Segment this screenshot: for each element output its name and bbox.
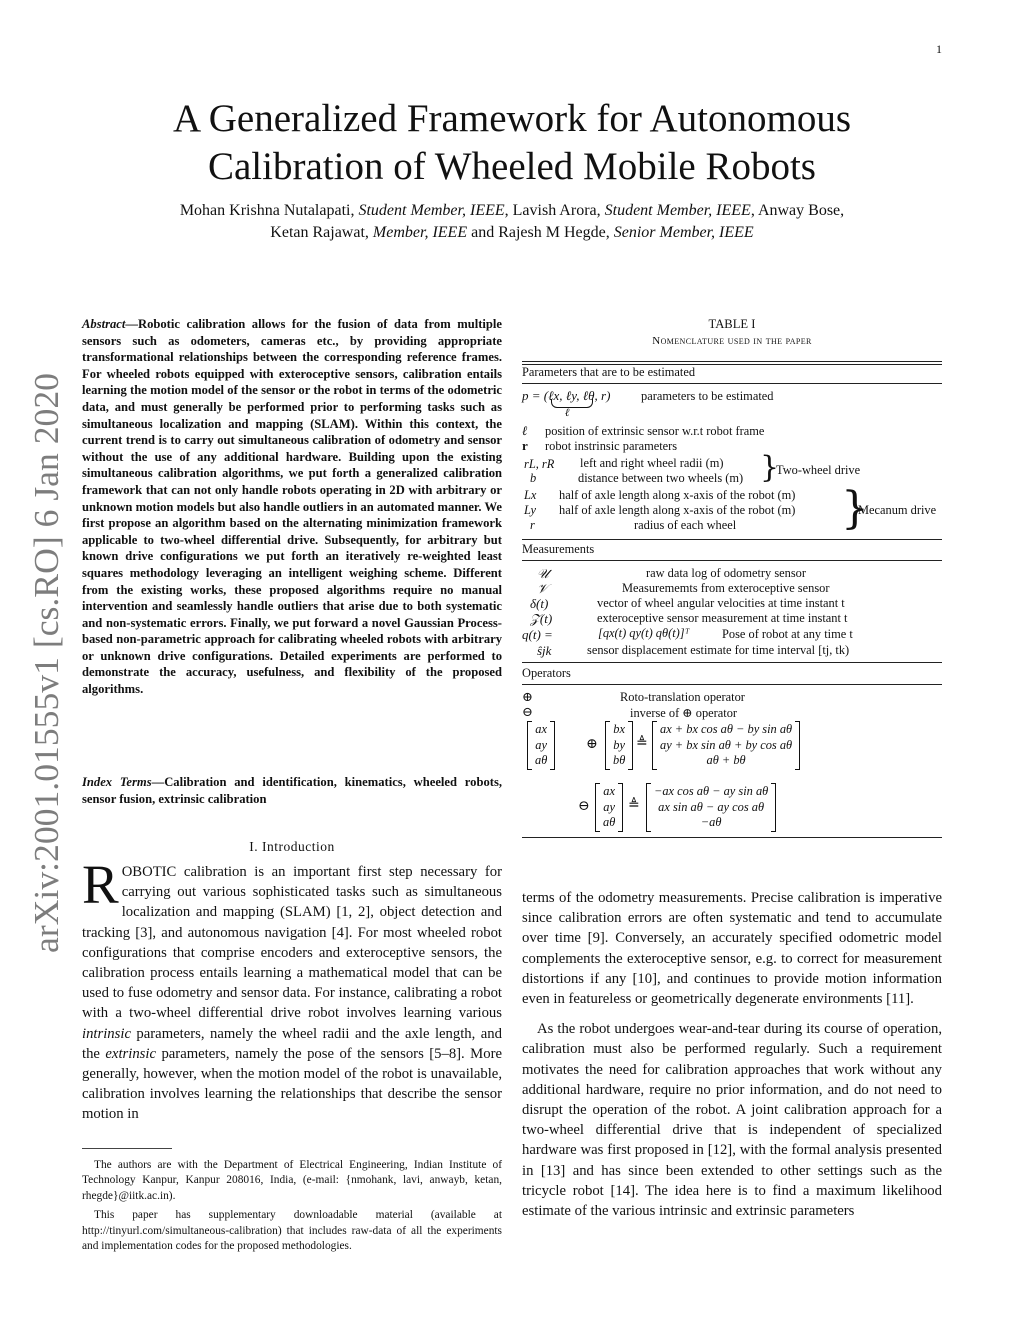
footnotes [82,1158,502,1258]
author-name: Anway Bose, [757,202,845,219]
symbol-ly: Ly [524,503,537,517]
arxiv-stamp-text: arXiv:2001.01555v1 [cs.RO] 6 Jan 2020 [27,383,66,953]
author-name: Mohan Krishna Nutalapati, [179,202,355,219]
operator-oplus: ⊕ [586,737,598,752]
paper-title [0,95,1024,191]
intro-extrinsic: extrinsic [105,1045,156,1062]
dropcap: R [82,854,119,915]
desc-r: robot instrinsic parameters [545,439,678,453]
arxiv-stamp [14,368,72,958]
body-text-right [522,888,942,1231]
desc-ly: half of axle length along x-axis of the robot (m) [559,503,796,517]
author-role: Student Member, IEEE [604,202,751,219]
intro-text-a: calibration is an important first step necessary for carrying out various sophisticated tasks such as simultaneous localization and mapping (SLAM) [1, 2], object detection and tracking [3], and autonomous navigation [4]. For most wheeled robot configurations that comprise encoders and exteroceptive sensors, the calibration process entails learning a mathematical model that can be used to fuse odometry and sensor data. For instance, calibrating a robot with a two-wheel differential drive robot involves learning various [82,864,502,1022]
underbrace [551,399,593,408]
table-label: TABLE I [708,317,756,331]
brace-two-wheel: } [760,450,780,485]
table-caption-text: Nomenclature used in the paper [652,334,812,347]
desc-delta: vector of wheel angular velocities at time instant t [597,596,845,610]
symbol-rr: r [530,518,535,532]
abstract-label: Abstract [82,317,126,331]
author-role: Senior Member, IEEE [613,224,754,241]
author-name: Lavish Arora, [512,202,601,219]
body-paragraph: As the robot undergoes wear-and-tear during its course of operation, calibration must also be performed regularly. Such a requirement motivates the need for calibration approaches that work without any additional hardware, require no prior information, and do not need to disrupt the operation of the robot. A joint calibration approach for a two-wheel differential drive that is independent of specialized hardware was first proposed in [12], with the formal analysis presented in [13] and has since been extended to other settings such as the tricycle robot [14]. The idea here is to find a maximum likelihood estimate of the various intrinsic and extrinsic parameters [522,1021,942,1220]
symbol-r: r [522,438,528,453]
introduction-text [82,854,502,1125]
author-list [90,200,934,244]
desc-ell: position of extrinsic sensor w.r.t robot frame [545,424,765,438]
desc-q: Pose of robot at any time t [722,627,853,641]
symbol-b: b [530,471,537,485]
section-operators: Operators [522,666,571,680]
matrix-entry: ax [535,722,547,736]
matrix-a [595,783,623,832]
q-vector: [qx(t) qy(t) qθ(t)]ᵀ [598,626,690,640]
symbol-p: p = (ℓx, ℓy, ℓθ, r) [522,388,611,403]
operator-ominus: ⊖ [578,799,590,814]
matrix-entry: ay + bx sin aθ + by cos aθ [660,737,793,752]
desc-p: parameters to be estimated [641,389,774,403]
abstract [82,316,502,698]
desc-rlr: left and right wheel radii (m) [580,456,724,470]
section-measurements: Measurements [522,542,595,556]
symbol-q: q(t) = [522,627,553,642]
intro-paragraph [82,854,502,1125]
matrix-entry: ax sin aθ − ay cos aθ [658,799,765,814]
intro-caps: OBOTIC [121,864,177,880]
matrix-entry: ay [535,737,547,752]
table-rule [522,837,942,838]
footnote-affiliation: The authors are with the Department of Electrical Engineering, Indian Institute of Technology Kanpur, Kanpur 208016, India, (e-mail: {nmohank, lavi, anwayb, ketan, rhegde}@iitk.ac.in). [82,1159,502,1202]
matrix-entry: −aθ [700,815,722,829]
author-name: Ketan Rajawat, [270,224,369,241]
desc-u: raw data log of odometry sensor [646,566,807,580]
symbol-s: ŝjk [537,643,552,658]
matrix-entry: aθ [603,815,616,829]
matrix-entry: aθ [535,753,548,767]
table-rule [522,383,942,384]
abstract-text: —Robotic calibration allows for the fusion of data from multiple sensors such as odometers, cameras etc., by providing appropriate transformational relationships between the corresponding reference frames. For wheeled robots equipped with exteroceptive sensors, calibration entails learning the motion model of the sensor or the robot in terms of the odometric data, and must generally be performed prior to performing tasks such as simultaneous localization and mapping (SLAM). Within this context, the current trend is to carry out simultaneous calibration of odometry and sensor without the use of any additional hardware. Building upon the existing simultaneous calibration algorithms, we put forth a generalized calibration framework that can not only handle robots operating in 2D with arbitrary or unknown motion models but also handle outliers in an automated manner. We first propose an algorithm based on the alternating minimization framework applicable to two-wheel differential drive. Subsequently, for arbitrary but known drive configurations we put forth an iteratively re-weighted least squares methodology leveraging an intelligent weighing scheme. Different from the existing works, these proposed algorithms require no manual intervention and seamlessly handle outliers that arise due to both systematic and non-systematic errors. Finally, we put forward a novel Gaussian Process-based non-parametric approach for calibrating wheeled robots with arbitrary or unknown drive configurations. Detailed experiments are performed to demonstrate the accuracy, usefulness, and flexibility of the proposed algorithms. [82,317,502,697]
desc-z: exteroceptive sensor measurement at time instant t [597,611,848,625]
title-line-1: A Generalized Framework for Autonomous [172,97,851,140]
footnote-rule [82,1148,172,1149]
symbol-delta: δ(t) [530,596,549,611]
intro-intrinsic: intrinsic [82,1025,131,1042]
matrix-entry: by [613,737,625,752]
index-terms [82,774,502,807]
matrix-entry: ax + bx cos aθ − by sin aθ [660,722,793,736]
table-rule [522,560,942,561]
body-paragraph: terms of the odometry measurements. Precise calibration is imperative since calibration errors are often systematic and tend to accumulate over time [9]. Conversely, an accurately specified odometric model complements the exteroceptive sensor, e.g. to correct for measurement distortions if any [10], and continues to provide motion information even in featureless or geometrically degenerate environments [11]. [522,890,942,1008]
symbol-v: 𝒱 [537,581,548,596]
author-name: Rajesh M Hegde, [498,224,610,241]
desc-rr: radius of each wheel [634,518,737,532]
matrix-entry: ax [603,784,615,798]
symbol-u: 𝒰 [537,566,549,581]
symbol-rlr: rL, rR [524,457,555,471]
desc-s: sensor displacement estimate for time interval [tj, tk) [587,643,850,657]
table-rule [522,662,942,663]
author-line-1: Mohan Krishna Nutalapati, Student Member, IEEE, Lavish Arora, Student Member, IEEE, Anway Bose, [179,202,845,219]
table-rule [522,361,942,362]
matrix-entry: −ax cos aθ − ay sin aθ [654,784,769,798]
symbol-lx: Lx [524,488,537,502]
desc-lx: half of axle length along x-axis of the robot (m) [559,488,796,502]
matrix-entry: bθ [613,753,626,767]
matrix-result [652,721,800,770]
table-rule [522,684,942,685]
page-number: 1 [936,42,942,56]
author-role: Student Member, IEEE [358,202,505,219]
section-parameters: Parameters that are to be estimated [522,365,696,379]
brace-mecanum: } [841,483,869,534]
author-line-2 [90,222,934,244]
symbol-ominus: ⊖ [522,704,533,719]
matrix-b [605,721,633,770]
matrix-result [646,783,776,832]
symbol-oplus: ⊕ [522,689,533,704]
footnote-supplementary: This paper has supplementary downloadable material (available at http://tinyurl.com/simultaneous-calibration) that includes raw-data of all the experiments and implementation codes for the proposed methodologies. [82,1209,502,1253]
group-mecanum: Mecanum drive [858,503,937,517]
author-conjunction: and [471,224,495,241]
index-terms-text: —Calibration and identification, kinematics, wheeled robots, sensor fusion, extrinsic calibration [82,775,503,806]
desc-v: Measurememts from exteroceptive sensor [622,581,830,595]
author-role: Member, IEEE [372,224,468,241]
section-heading-text: I. Introduction [249,839,335,854]
matrix-entry: aθ + bθ [706,753,746,767]
intro-text-c: parameters, namely the pose of the sensors [5–8]. More generally, however, when the motion model of the robot is unavailable, calibration involves learning the relationships that describe the sensor motion in [82,1045,502,1123]
underbrace-label: ℓ [565,407,570,419]
group-two-wheel: Two-wheel drive [776,463,861,477]
table-rule [522,539,942,540]
table-caption [522,316,942,349]
matrix-entry: bx [613,722,625,736]
definition-symbol: ≜ [636,736,648,751]
matrix-a [527,721,555,770]
matrix-entry: ay [603,799,615,814]
definition-symbol: ≜ [628,798,640,813]
desc-ominus: inverse of ⊕ operator [630,706,738,720]
desc-b: distance between two wheels (m) [578,471,744,485]
symbol-ell: ℓ [522,423,528,438]
symbol-z: 𝒵(t) [530,611,553,626]
desc-oplus: Roto-translation operator [620,690,745,704]
section-heading [82,839,502,855]
title-line-2: Calibration of Wheeled Mobile Robots [207,145,816,188]
index-terms-label: Index Terms [82,775,152,789]
intro-text-b: parameters, namely the wheel radii and the axle length, and the [82,1025,502,1062]
